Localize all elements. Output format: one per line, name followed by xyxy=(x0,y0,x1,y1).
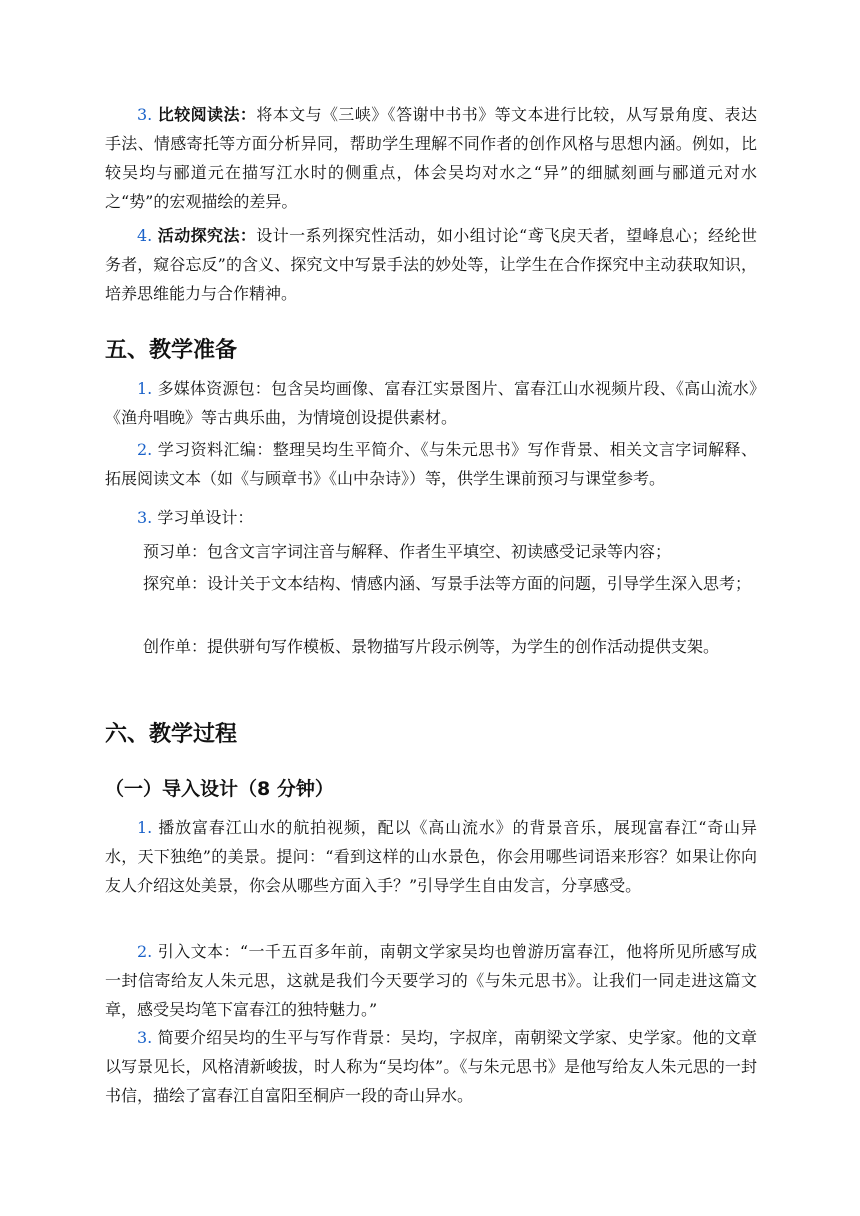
item-number: 1. xyxy=(137,818,153,837)
prep-item-2 xyxy=(105,435,757,493)
item-text: 引入文本：“一千五百多年前，南朝文学家吴均也曾游历富春江，他将所见所感写成一封信寄给友人朱元思，这就是我们今天要学习的《与朱元思书》。让我们一同走进这篇文章，感受吴均笔下富春江的独特魅力。” xyxy=(105,942,757,1019)
section-heading-5: 五、教学准备 xyxy=(105,338,238,363)
item-number: 3. xyxy=(137,105,153,124)
method-title-colon: ： xyxy=(239,226,257,245)
method-text: 将本文与《三峡》《答谢中书书》等文本进行比较，从写景角度、表达手法、情感寄托等方面分析异同，帮助学生理解不同作者的创作风格与思想内涵。例如，比较吴均与郦道元在描写江水时的侧重点，体会吴均对水之“异”的细腻刻画与郦道元对水之“势”的宏观描绘的差异。 xyxy=(105,105,757,211)
sheet-inquiry: 探究单：设计关于文本结构、情感内涵、写景手法等方面的问题，引导学生深入思考； xyxy=(143,574,752,593)
subsection-heading: （一）导入设计（8 分钟） xyxy=(105,778,334,800)
item-text: 学习资料汇编：整理吴均生平简介、《与朱元思书》写作背景、相关文言字词解释、拓展阅读文本（如《与顾章书》《山中杂诗》）等，供学生课前预习与课堂参考。 xyxy=(105,440,757,488)
method-paragraph-4 xyxy=(105,221,757,308)
method-paragraph-3 xyxy=(105,100,757,216)
method-title-colon: ： xyxy=(239,105,257,124)
item-text: 多媒体资源包：包含吴均画像、富春江实景图片、富春江山水视频片段、《高山流水》《渔舟唱晚》等古典乐曲，为情境创设提供素材。 xyxy=(105,379,757,427)
item-number: 1. xyxy=(137,379,153,398)
item-number: 2. xyxy=(137,942,153,961)
process-item-2 xyxy=(105,937,757,1024)
item-number: 3. xyxy=(137,1028,153,1047)
section-heading-6: 六、教学过程 xyxy=(105,722,238,747)
method-title: 比较阅读法 xyxy=(157,105,240,124)
prep-item-3 xyxy=(105,503,757,532)
process-item-1 xyxy=(105,813,757,900)
item-number: 2. xyxy=(137,440,153,459)
item-number: 3. xyxy=(137,508,153,527)
method-title: 活动探究法 xyxy=(157,226,240,245)
prep-item-1 xyxy=(105,374,757,432)
item-number: 4. xyxy=(137,226,153,245)
item-text: 简要介绍吴均的生平与写作背景：吴均，字叔庠，南朝梁文学家、史学家。他的文章以写景见长，风格清新峻拔，时人称为“吴均体”。《与朱元思书》是他写给友人朱元思的一封书信，描绘了富春江自富阳至桐庐一段的奇山异水。 xyxy=(105,1028,757,1105)
process-item-3 xyxy=(105,1023,757,1110)
method-text: 设计一系列探究性活动，如小组讨论“鸢飞戾天者，望峰息心；经纶世务者，窥谷忘反”的含义、探究文中写景手法的妙处等，让学生在合作探究中主动获取知识，培养思维能力与合作精神。 xyxy=(105,226,757,303)
sheet-preview: 预习单：包含文言字词注音与解释、作者生平填空、初读感受记录等内容； xyxy=(143,542,672,561)
item-text: 学习单设计： xyxy=(157,508,254,527)
item-text: 播放富春江山水的航拍视频，配以《高山流水》的背景音乐，展现富春江“奇山异水，天下独绝”的美景。提问：“看到这样的山水景色，你会用哪些词语来形容？如果让你向友人介绍这处美景，你会从哪些方面入手？”引导学生自由发言，分享感受。 xyxy=(105,818,757,895)
sheet-creation: 创作单：提供骈句写作模板、景物描写片段示例等，为学生的创作活动提供支架。 xyxy=(143,637,720,656)
